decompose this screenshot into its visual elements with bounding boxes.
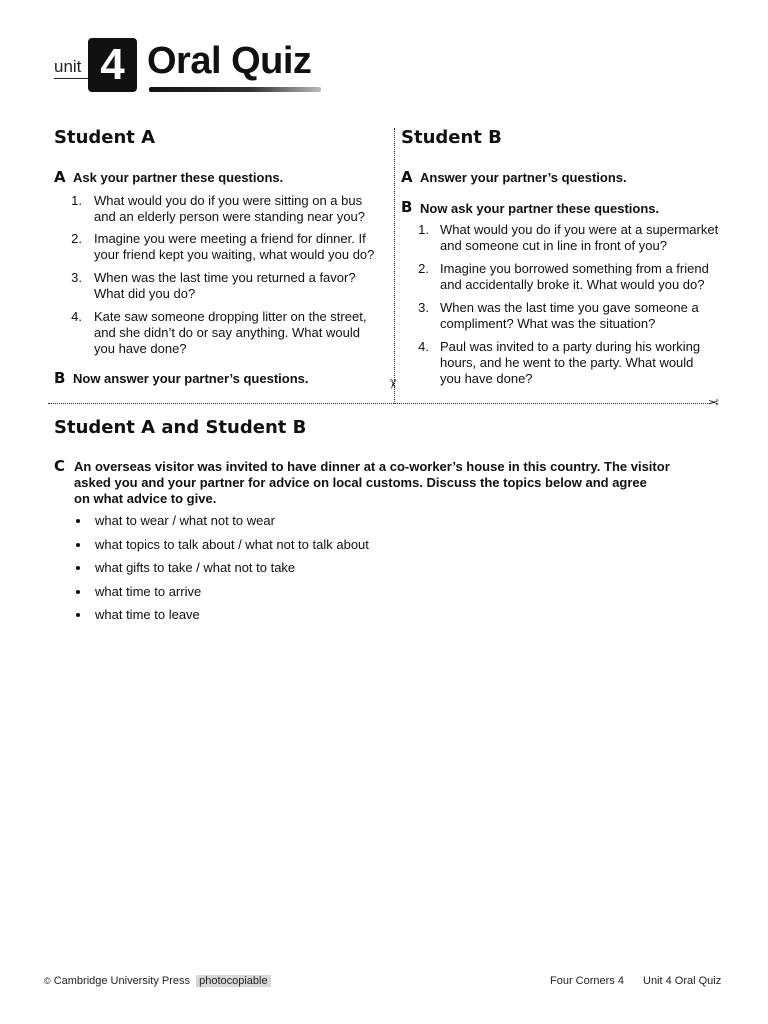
bullet-text: what time to leave	[95, 607, 200, 622]
footer-book-title: Four Corners 4	[550, 975, 624, 987]
question-line: What would you do if you were sitting on a bus	[94, 193, 363, 208]
list-item	[76, 513, 576, 537]
unit-number-badge	[88, 38, 137, 92]
instruction-line: asked you and your partner for advice on local customs. Discuss the topics below and agree	[74, 475, 647, 490]
question-item	[66, 270, 386, 309]
unit-label: unit	[54, 57, 82, 76]
scissors-icon: ✂	[708, 395, 719, 410]
question-number: 2.	[71, 231, 82, 246]
question-line: Kate saw someone dropping litter on the street,	[94, 309, 367, 324]
question-item	[413, 300, 733, 339]
student-a-heading: Student A	[54, 127, 156, 148]
unit-underline	[54, 78, 88, 79]
question-line: compliment? What was the situation?	[440, 316, 656, 331]
publisher-name: Cambridge University Press	[53, 975, 191, 987]
instruction-line: on what advice to give.	[74, 491, 217, 506]
student-a-part-a-letter: A	[54, 168, 66, 186]
question-line: your friend kept you waiting, what would you do?	[94, 247, 375, 262]
bullet-text: what to wear / what not to wear	[95, 513, 275, 528]
question-number: 4.	[71, 309, 82, 324]
list-item	[76, 537, 576, 561]
footer-left	[44, 975, 271, 987]
bullet-dot	[76, 590, 80, 594]
question-number: 1.	[418, 222, 429, 237]
list-item	[76, 584, 576, 608]
question-line: and an elderly person were standing near you?	[94, 209, 366, 224]
student-a-part-b-letter: B	[54, 369, 66, 387]
unit-number: 4	[100, 40, 125, 89]
horizontal-cut-line	[48, 403, 710, 404]
question-line: you have done?	[94, 341, 187, 356]
question-number: 2.	[418, 261, 429, 276]
both-students-heading: Student A and Student B	[54, 417, 307, 438]
question-item	[413, 261, 733, 300]
question-item	[66, 193, 386, 231]
student-a-part-b-instruction: Now answer your partner’s questions.	[73, 371, 309, 386]
question-line: Paul was invited to a party during his working	[440, 339, 701, 354]
question-item	[66, 309, 386, 365]
question-line: Imagine you were meeting a friend for dinner. If	[94, 231, 366, 246]
bullet-text: what gifts to take / what not to take	[95, 560, 296, 575]
topic-bullet-list	[76, 513, 576, 631]
copyright-symbol: ©	[44, 976, 51, 986]
student-a-question-list	[66, 193, 386, 365]
question-item	[413, 222, 733, 261]
question-line: When was the last time you returned a favor?	[94, 270, 356, 285]
bullet-dot	[76, 519, 80, 523]
bullet-dot	[76, 613, 80, 617]
student-a-part-a-instruction: Ask your partner these questions.	[73, 170, 284, 185]
question-item	[66, 231, 386, 270]
question-line: you have done?	[440, 371, 533, 386]
question-number: 1.	[71, 193, 82, 208]
question-line: Imagine you borrowed something from a friend	[440, 261, 709, 276]
question-line: What did you do?	[94, 286, 196, 301]
question-number: 4.	[418, 339, 429, 354]
question-line: hours, and he went to the party. What would	[440, 355, 694, 370]
footer-unit-ref: Unit 4 Oral Quiz	[643, 975, 722, 987]
part-c-instruction	[74, 459, 714, 507]
student-b-part-a-letter: A	[401, 168, 413, 186]
list-item	[76, 560, 576, 584]
title-underline	[149, 87, 321, 92]
bullet-dot	[76, 543, 80, 547]
question-number: 3.	[71, 270, 82, 285]
question-line: and she didn’t do or say anything. What would	[94, 325, 360, 340]
bullet-text: what topics to talk about / what not to talk about	[95, 536, 369, 552]
instruction-line: An overseas visitor was invited to have dinner at a co-worker’s house in this country. The visitor	[74, 459, 670, 474]
bullet-dot	[76, 566, 80, 570]
student-b-heading: Student B	[401, 127, 502, 148]
page-title: Oral Quiz	[147, 40, 312, 82]
question-line: When was the last time you gave someone a	[440, 300, 699, 315]
part-c-letter: C	[54, 457, 66, 475]
question-number: 3.	[418, 300, 429, 315]
question-line: and someone cut in line in front of you?	[440, 238, 667, 253]
photocopiable-badge: photocopiable	[196, 975, 271, 987]
vertical-cut-line	[394, 128, 395, 404]
bullet-text: what time to arrive	[95, 583, 202, 599]
student-b-part-a-instruction: Answer your partner’s questions.	[420, 170, 627, 185]
question-line: and accidentally broke it. What would you do?	[440, 277, 705, 292]
student-b-question-list	[413, 222, 733, 395]
list-item	[76, 607, 576, 631]
question-line: What would you do if you were at a supermarket	[440, 222, 719, 237]
student-b-part-b-letter: B	[401, 198, 413, 216]
scissors-icon: ✂	[385, 378, 401, 390]
student-b-part-b-instruction: Now ask your partner these questions.	[420, 201, 660, 216]
question-item	[413, 339, 733, 395]
